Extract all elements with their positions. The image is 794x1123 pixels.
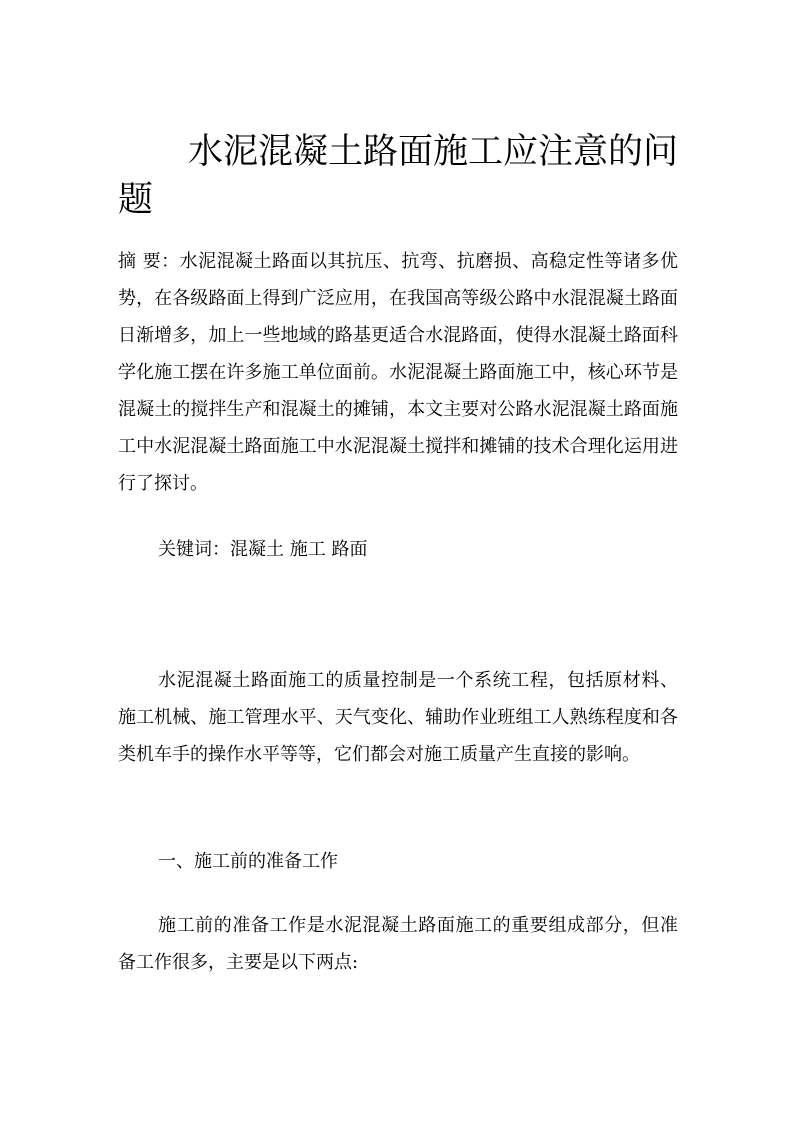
keywords-line: 关键词：混凝土 施工 路面 xyxy=(158,539,368,560)
intro-paragraph: 水泥混凝土路面施工的质量控制是一个系统工程，包括原材料、施工机械、施工管理水平、天气变化、辅助作业班组工人熟练程度和各类机车手的操作水平等等，它们都会对施工质量产生直接的影响。 xyxy=(118,670,678,765)
abstract-paragraph: 摘 要：水泥混凝土路面以其抗压、抗弯、抗磨损、高稳定性等诸多优势，在各级路面上得到广泛应用，在我国高等级公路中水混混凝土路面日渐增多，加上一些地域的路基更适合水混路面，使得水混凝土路面科学化施工摆在许多施工单位面前。水泥混凝土路面施工中，核心环节是混凝土的搅拌生产和混凝土的摊铺，本文主要对公路水泥混凝土路面施工中水泥混凝土路面施工中水泥混凝土搅拌和摊铺的技术合理化运用进行了探讨。 xyxy=(118,251,678,494)
document-title: 水泥混凝土路面施工应注意的问题 xyxy=(118,132,679,220)
section-heading: 一、施工前的准备工作 xyxy=(158,851,338,872)
section-body-paragraph: 施工前的准备工作是水泥混凝土路面施工的重要组成部分，但准备工作很多，主要是以下两点: xyxy=(118,915,678,973)
